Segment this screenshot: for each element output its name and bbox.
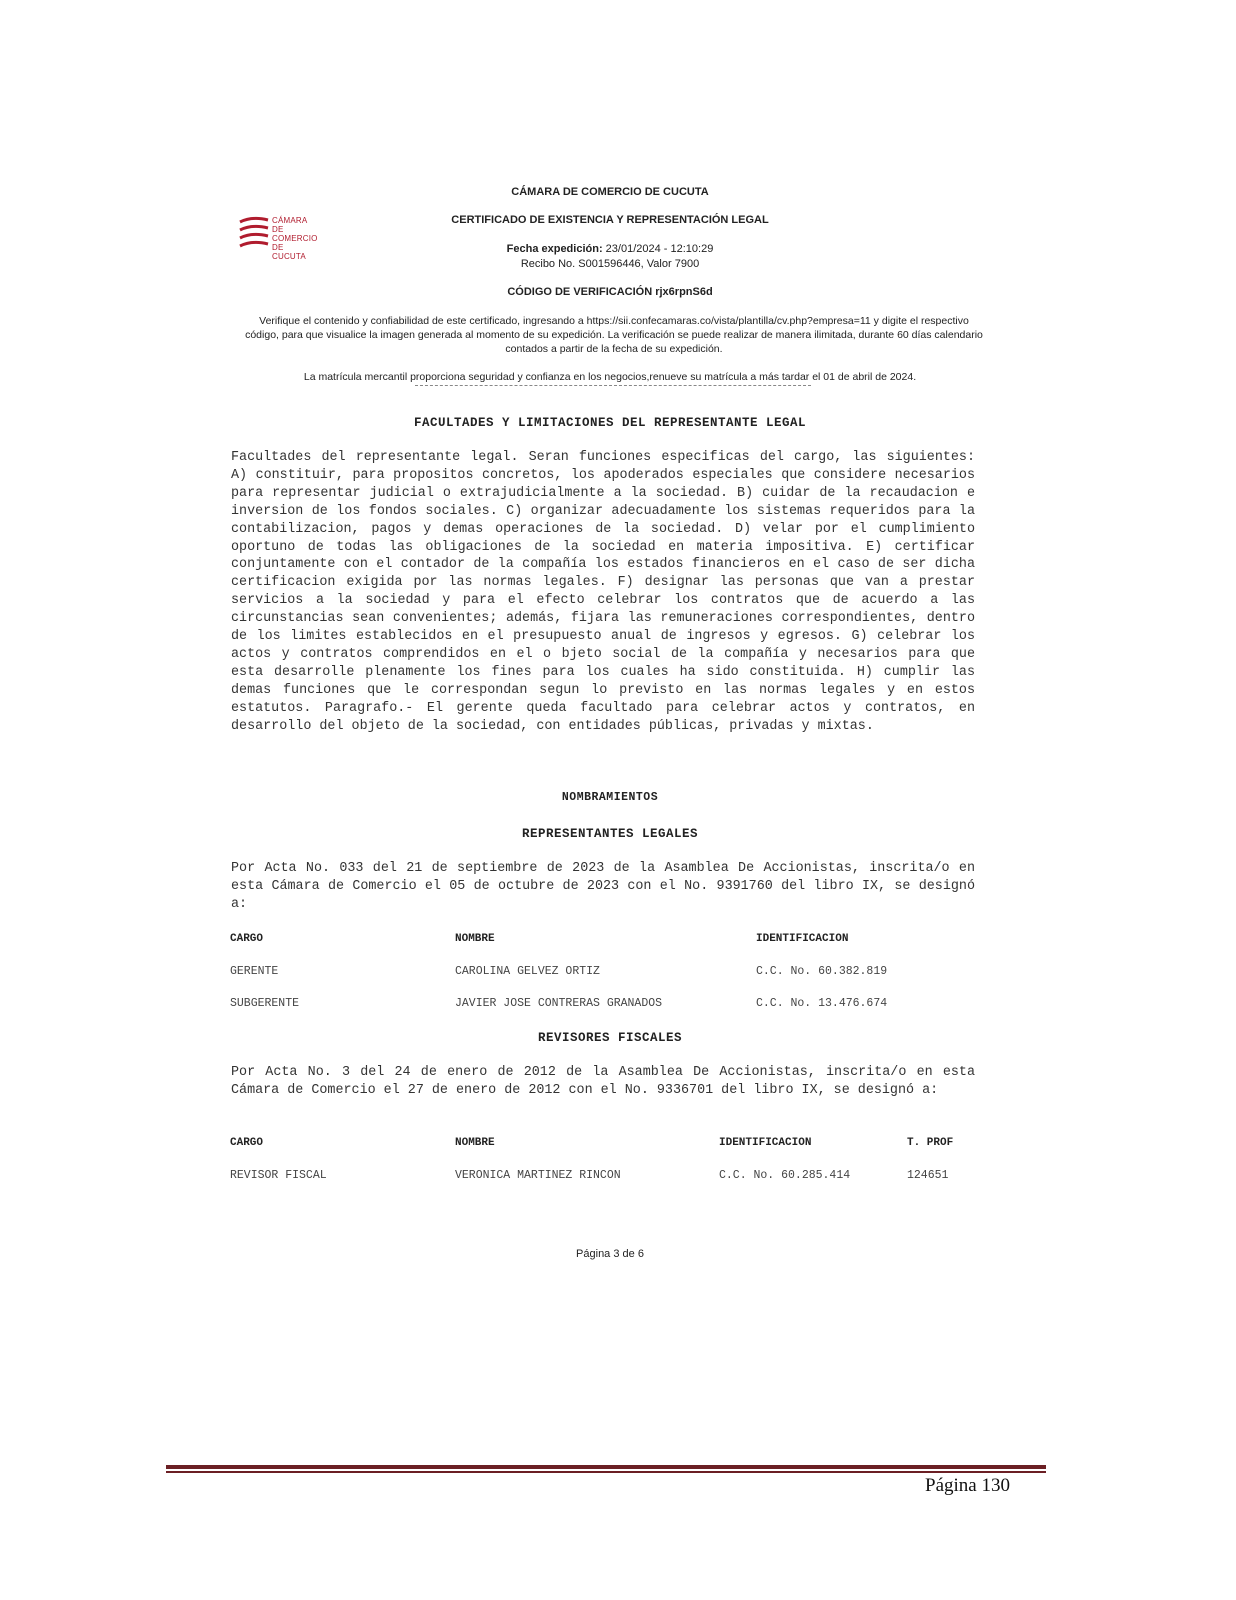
representantes-heading: REPRESENTANTES LEGALES [521,827,699,841]
table-row-nombre: VERONICA MARTINEZ RINCON [455,1169,621,1182]
table-row-nombre: CAROLINA GELVEZ ORTIZ [455,965,600,978]
table-row-cargo: REVISOR FISCAL [230,1169,327,1182]
col-cargo: CARGO [230,1137,264,1149]
table-row-identificacion: C.C. No. 60.285.414 [719,1169,851,1182]
facultades-heading: FACULTADES Y LIMITACIONES DEL REPRESENTANTE LEGAL [413,416,807,430]
logo-line-2: COMERCIO [272,234,318,243]
verification-code: CÓDIGO DE VERIFICACIÓN rjx6rpnS6d [507,286,713,298]
revisores-heading: REVISORES FISCALES [537,1031,683,1045]
table-row-identificacion: C.C. No. 60.382.819 [756,965,888,978]
table-row-identificacion: C.C. No. 13.476.674 [756,997,888,1010]
document-page-number: Página 130 [925,1475,1010,1496]
issue-date [240,243,980,255]
receipt: Recibo No. S001596446, Valor 7900 [520,258,700,270]
table-row-cargo: SUBGERENTE [230,997,300,1010]
verification-text: Verifique el contenido y confiabilidad de este certificado, ingresando a https://sii.confecamaras.co/vista/plantilla/cv.php?empresa=11 y digite el respectivo código, para que visualice la imagen generada al momento de su expedición. La verificación se puede realizar de manera ilimitada, durante 60 días calendario contados a partir de la fecha de su expedición. [245,315,983,355]
col-tprof: T. PROF [907,1137,954,1149]
revisores-acta: Por Acta No. 3 del 24 de enero de 2012 de la Asamblea De Accionistas, inscrita/o en esta Cámara de Comercio el 27 de enero de 2012 con el No. 9336701 del libro IX, se designó a: [231,1065,975,1098]
col-cargo: CARGO [230,933,264,945]
col-nombre: NOMBRE [455,933,495,945]
col-nombre: NOMBRE [455,1137,495,1149]
certificate-page-number: Página 3 de 6 [576,1248,644,1260]
issue-date-label: Fecha expedición: [506,243,603,255]
certificate-title: CERTIFICADO DE EXISTENCIA Y REPRESENTACIÓN LEGAL [451,214,769,226]
chamber-name: CÁMARA DE COMERCIO DE CUCUTA [511,186,709,198]
footer-divider-thin [166,1471,1046,1473]
matricula-notice: La matrícula mercantil proporciona seguridad y confianza en los negocios,renueve su matrícula a más tardar el 01 de abril de 2024. [303,371,917,383]
dashed-divider [415,385,811,386]
logo-line-3: DE CUCUTA [272,243,306,261]
table-row-nombre: JAVIER JOSE CONTRERAS GRANADOS [455,997,663,1010]
facultades-text: Facultades del representante legal. Seran funciones especificas del cargo, las siguientes: A) constituir, para propositos concretos, los apoderados especiales que considere necesarios para representar judicial o extrajudicialmente a la sociedad. B) cuidar de la recaudacion e inversion de los fondos sociales. C) organizar adecuadamente los sistemas requeridos para la contabilizacion, pagos y demas operaciones de la sociedad. D) velar por el cumplimiento oportuno de todas las obligaciones de la sociedad en materia impositiva. E) certificar conjuntamente con el contador de la compañía los estados financieros en el caso de ser dicha certificacion exigida por las normas legales. F) designar las personas que van a prestar servicios a la sociedad y para el efecto celebrar los contratos que de acuerdo a las circunstancias sean convenientes; además, fijara las remuneraciones correspondientes, dentro de los limites establecidos en el presupuesto anual de ingresos y egresos. G) celebrar los actos y contratos comprendidos en el o bjeto social de la compañía y necesarios para que esta desarrolle plenamente los fines para los cuales ha sido constituida. H) cumplir las demas funciones que le correspondan segun lo previsto en las normas legales y en estos estatutos. Paragrafo.- El gerente queda facultado para celebrar actos y contratos, en desarrollo del objeto de la sociedad, con entidades públicas, privadas y mixtas. [231,450,975,734]
col-identificacion: IDENTIFICACION [756,933,849,945]
representantes-acta: Por Acta No. 033 del 21 de septiembre de 2023 de la Asamblea De Accionistas, inscrita/o en esta Cámara de Comercio el 05 de octubre de 2023 con el No. 9391760 del libro IX, se designó a: [231,861,975,912]
logo-line-1: CÁMARA DE [272,216,307,234]
table-row-cargo: GERENTE [230,965,279,978]
footer-divider-thick [166,1465,1046,1469]
col-identificacion: IDENTIFICACION [719,1137,812,1149]
issue-date-value: 23/01/2024 - 12:10:29 [602,243,714,255]
table-row-tprof: 124651 [907,1169,949,1182]
nombramientos-heading: NOMBRAMIENTOS [561,791,659,804]
